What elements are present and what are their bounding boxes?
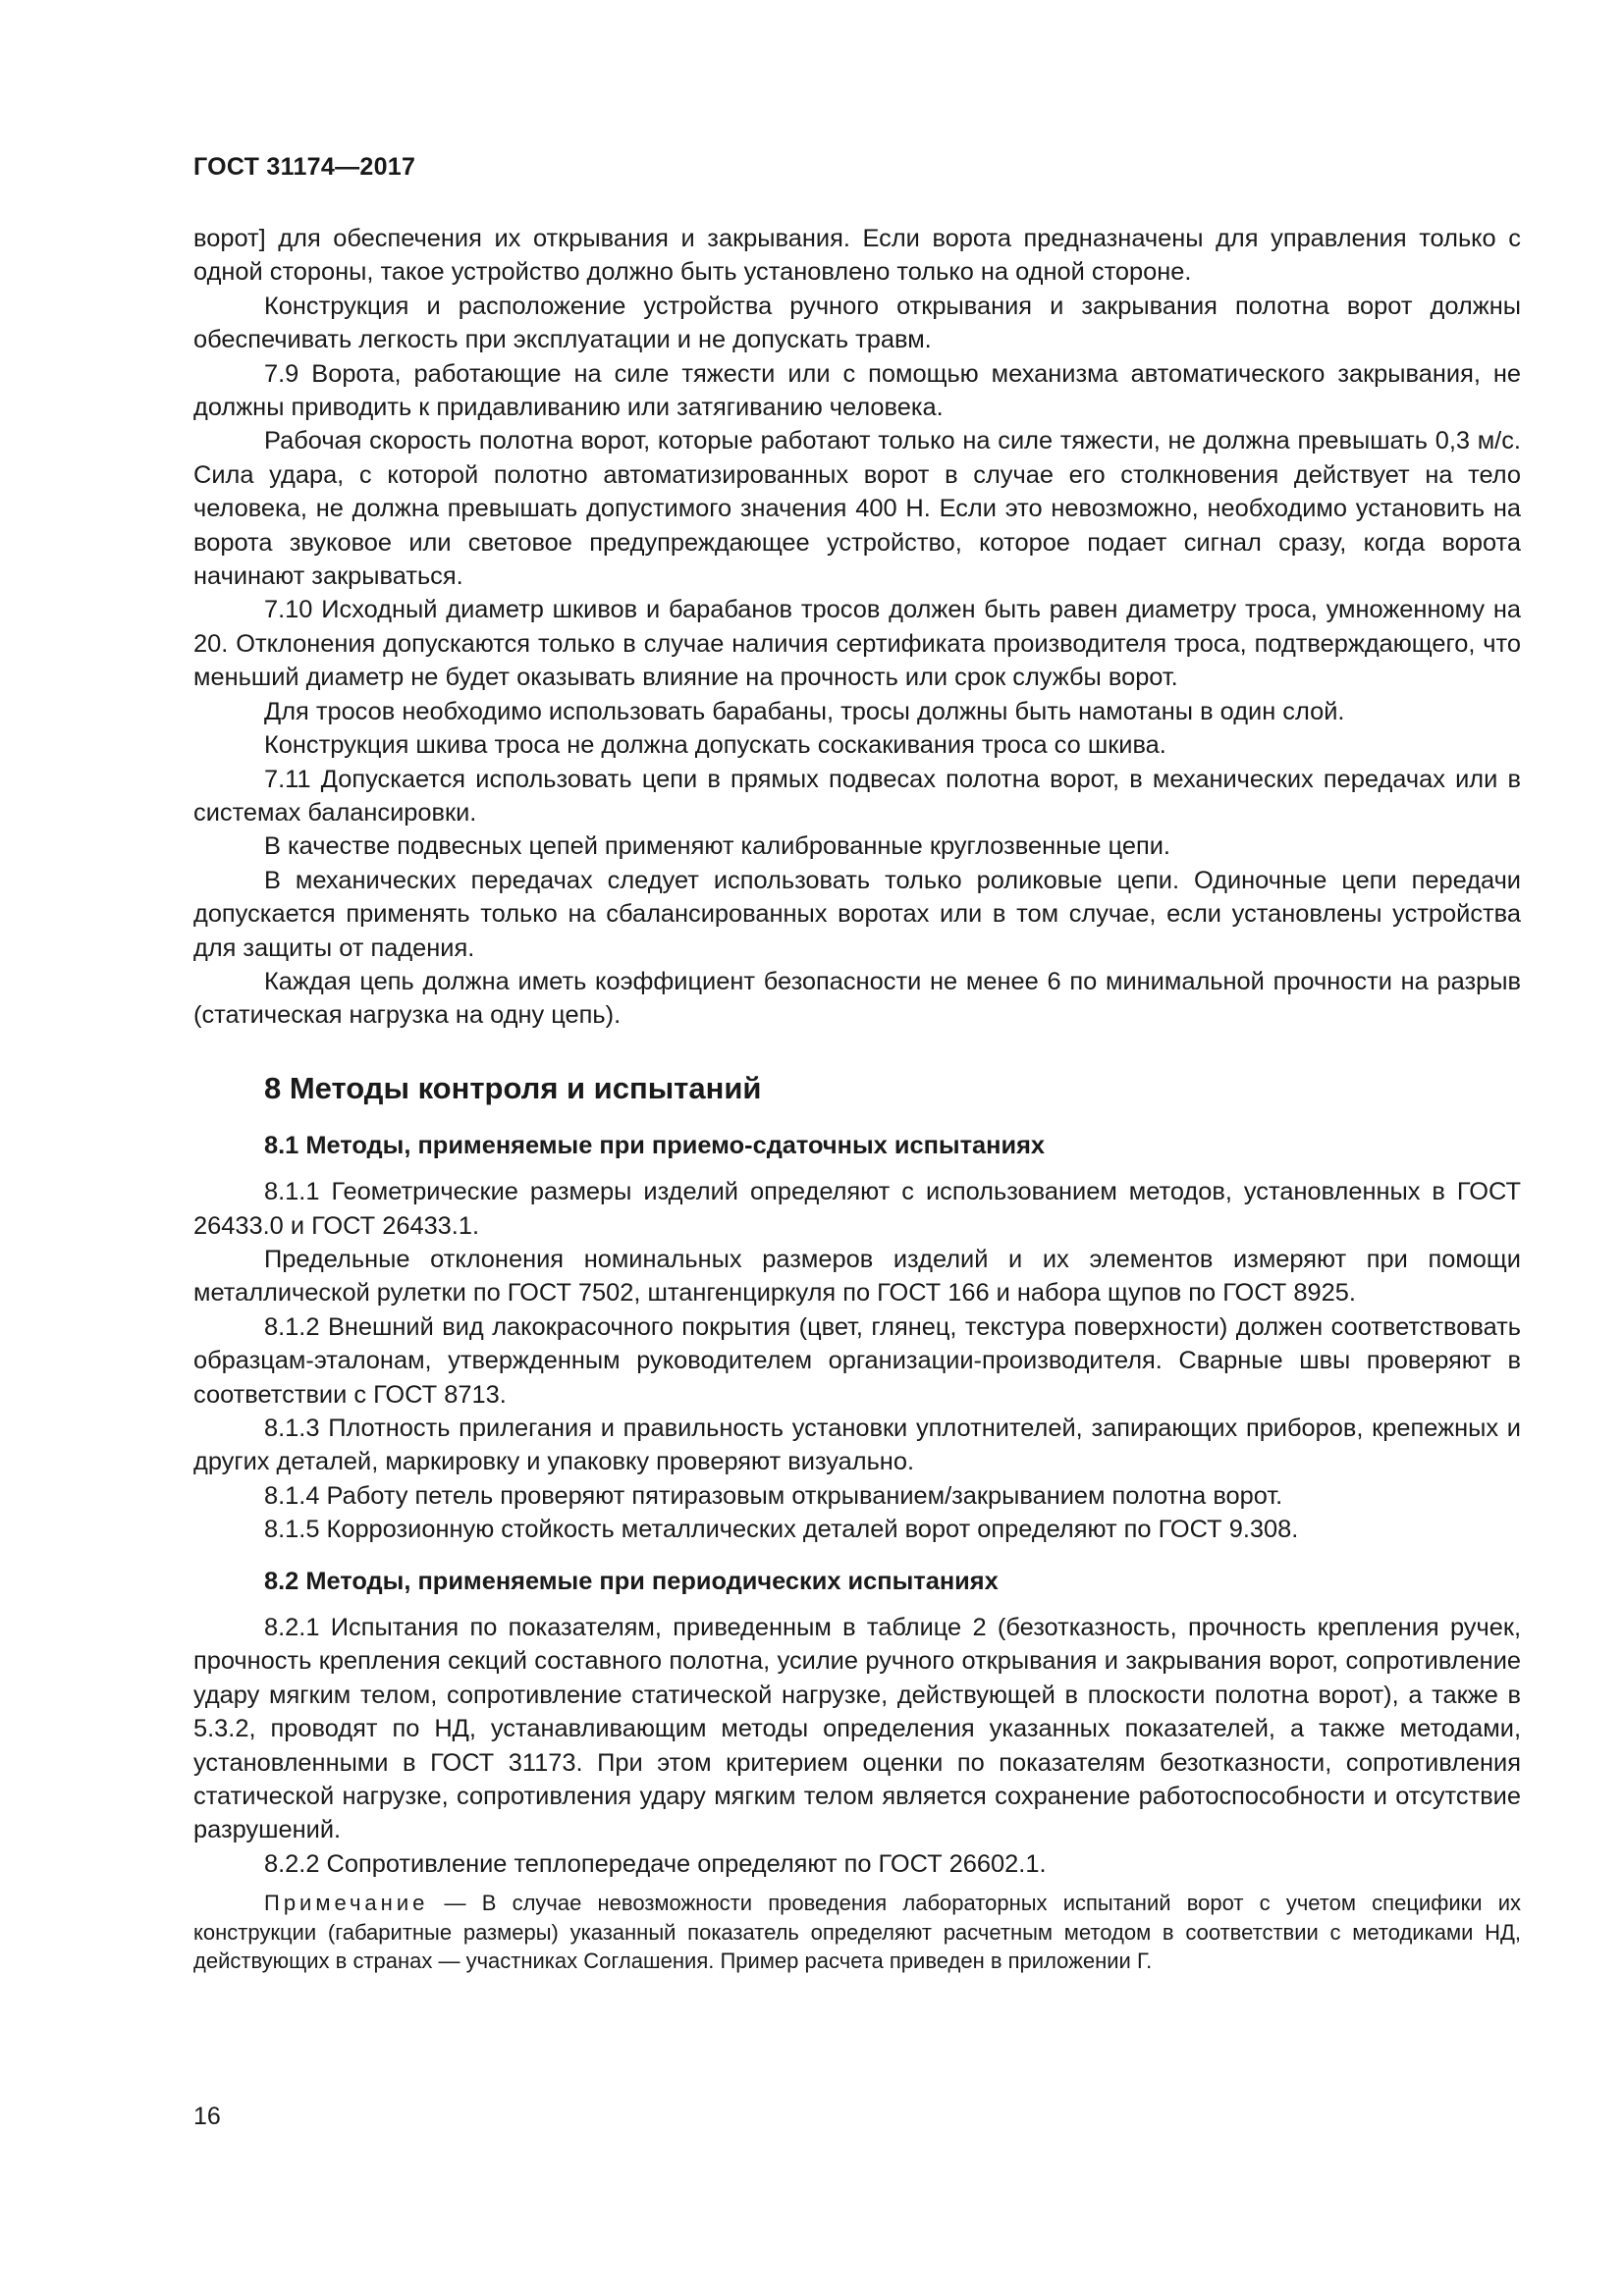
paragraph: 8.1.4 Работу петель проверяют пятиразовым открыванием/закрыванием полотна ворот.: [264, 1481, 1283, 1510]
note: [193, 1889, 1521, 1975]
paragraph: 7.9 Ворота, работающие на силе тяжести или с помощью механизма автоматического закрывания, не должны приводить к придавливанию или затягиванию человека.: [193, 359, 1521, 422]
note-text: — В случае невозможности проведения лабораторных испытаний ворот с учетом специфики их конструкции (габаритные размеры) указанный показатель определяют расчетным методом в соответствии с методиками НД, действующих в странах — участниках Соглашения. Пример расчета приведен в приложении Г.: [193, 1891, 1521, 1974]
paragraph: 8.1.5 Коррозионную стойкость металлических деталей ворот определяют по ГОСТ 9.308.: [264, 1516, 1299, 1544]
paragraph: Рабочая скорость полотна ворот, которые работают только на силе тяжести, не должна превышать 0,3 м/с. Сила удара, с которой полотно автоматизированных ворот в случае его столкновения действует на тело человека, не должна превышать допустимого значения 400 Н. Если это невозможно, необходимо установить на ворота звуковое или световое предупреждающее устройство, которое подает сигнал сразу, когда ворота начинают закрываться.: [193, 427, 1521, 591]
paragraph: 8.2.1 Испытания по показателям, приведенным в таблице 2 (безотказность, прочность крепления ручек, прочность крепления секций составного полотна, усилие ручного открывания и закрывания ворот, сопротивление удару мягким телом, сопротивление статической нагрузке, действующей в плоскости полотна ворот), а также в 5.3.2, проводят по НД, устанавливающим методы определения указанных показателей, а также методами, установленными в ГОСТ 31173. При этом критерием оценки по показателям безотказности, сопротивления статической нагрузке, сопротивления удару мягким телом является сохранение работоспособности и отсутствие разрушений.: [193, 1614, 1521, 1844]
note-label: Примечание: [264, 1891, 429, 1916]
paragraph: Предельные отклонения номинальных размеров изделий и их элементов измеряют при помощи металлической рулетки по ГОСТ 7502, штангенциркуля по ГОСТ 166 и набора щупов по ГОСТ 8925.: [193, 1245, 1521, 1308]
paragraph: В механических передачах следует использовать только роликовые цепи. Одиночные цепи передачи допускается применять только на сбалансированных воротах или в том случае, если установлены устройства для защиты от падения.: [193, 866, 1521, 962]
paragraph: Конструкция и расположение устройства ручного открывания и закрывания полотна ворот должны обеспечивать легкость при эксплуатации и не допускать травм.: [193, 292, 1521, 354]
paragraph: 8.1.2 Внешний вид лакокрасочного покрытия (цвет, глянец, текстура поверхности) должен соответствовать образцам-эталонам, утвержденным руководителем организации-производителя. Сварные швы проверяют в соответствии с ГОСТ 8713.: [193, 1312, 1521, 1409]
subsection-heading: 8.2 Методы, применяемые при периодических испытаниях: [264, 1567, 999, 1595]
paragraph: 7.11 Допускается использовать цепи в прямых подвесах полотна ворот, в механических передачах или в системах балансировки.: [193, 765, 1521, 827]
paragraph: 8.2.2 Сопротивление теплопередаче определяют по ГОСТ 26602.1.: [264, 1849, 1047, 1878]
paragraph: В качестве подвесных цепей применяют калиброванные круглозвенные цепи.: [264, 832, 1170, 861]
paragraph: ворот] для обеспечения их открывания и закрывания. Если ворота предназначены для управления только с одной стороны, такое устройство должно быть установлено только на одной стороне.: [193, 225, 1521, 287]
paragraph: 7.10 Исходный диаметр шкивов и барабанов тросов должен быть равен диаметру троса, умноженному на 20. Отклонения допускаются только в случае наличия сертификата производителя троса, подтверждающего, что меньший диаметр не будет оказывать влияние на прочность или срок службы ворот.: [193, 596, 1521, 692]
paragraph: Каждая цепь должна иметь коэффициент безопасности не менее 6 по минимальной прочности на разрыв (статическая нагрузка на одну цепь).: [193, 967, 1521, 1030]
document-header: ГОСТ 31174—2017: [193, 153, 416, 181]
subsection-heading: 8.1 Методы, применяемые при приемо-сдаточных испытаниях: [264, 1131, 1046, 1159]
paragraph: 8.1.1 Геометрические размеры изделий определяют с использованием методов, установленных в ГОСТ 26433.0 и ГОСТ 26433.1.: [193, 1178, 1521, 1240]
page-number: 16: [193, 2103, 221, 2130]
paragraph: Конструкция шкива троса не должна допускать соскакивания троса со шкива.: [264, 731, 1166, 760]
paragraph: Для тросов необходимо использовать барабаны, тросы должны быть намотаны в один слой.: [264, 697, 1345, 725]
document-body: [193, 222, 1521, 1976]
paragraph: 8.1.3 Плотность прилегания и правильность установки уплотнителей, запирающих приборов, крепежных и других деталей, маркировку и упаковку проверяют визуально.: [193, 1415, 1521, 1476]
section-heading: 8 Методы контроля и испытаний: [264, 1070, 762, 1105]
